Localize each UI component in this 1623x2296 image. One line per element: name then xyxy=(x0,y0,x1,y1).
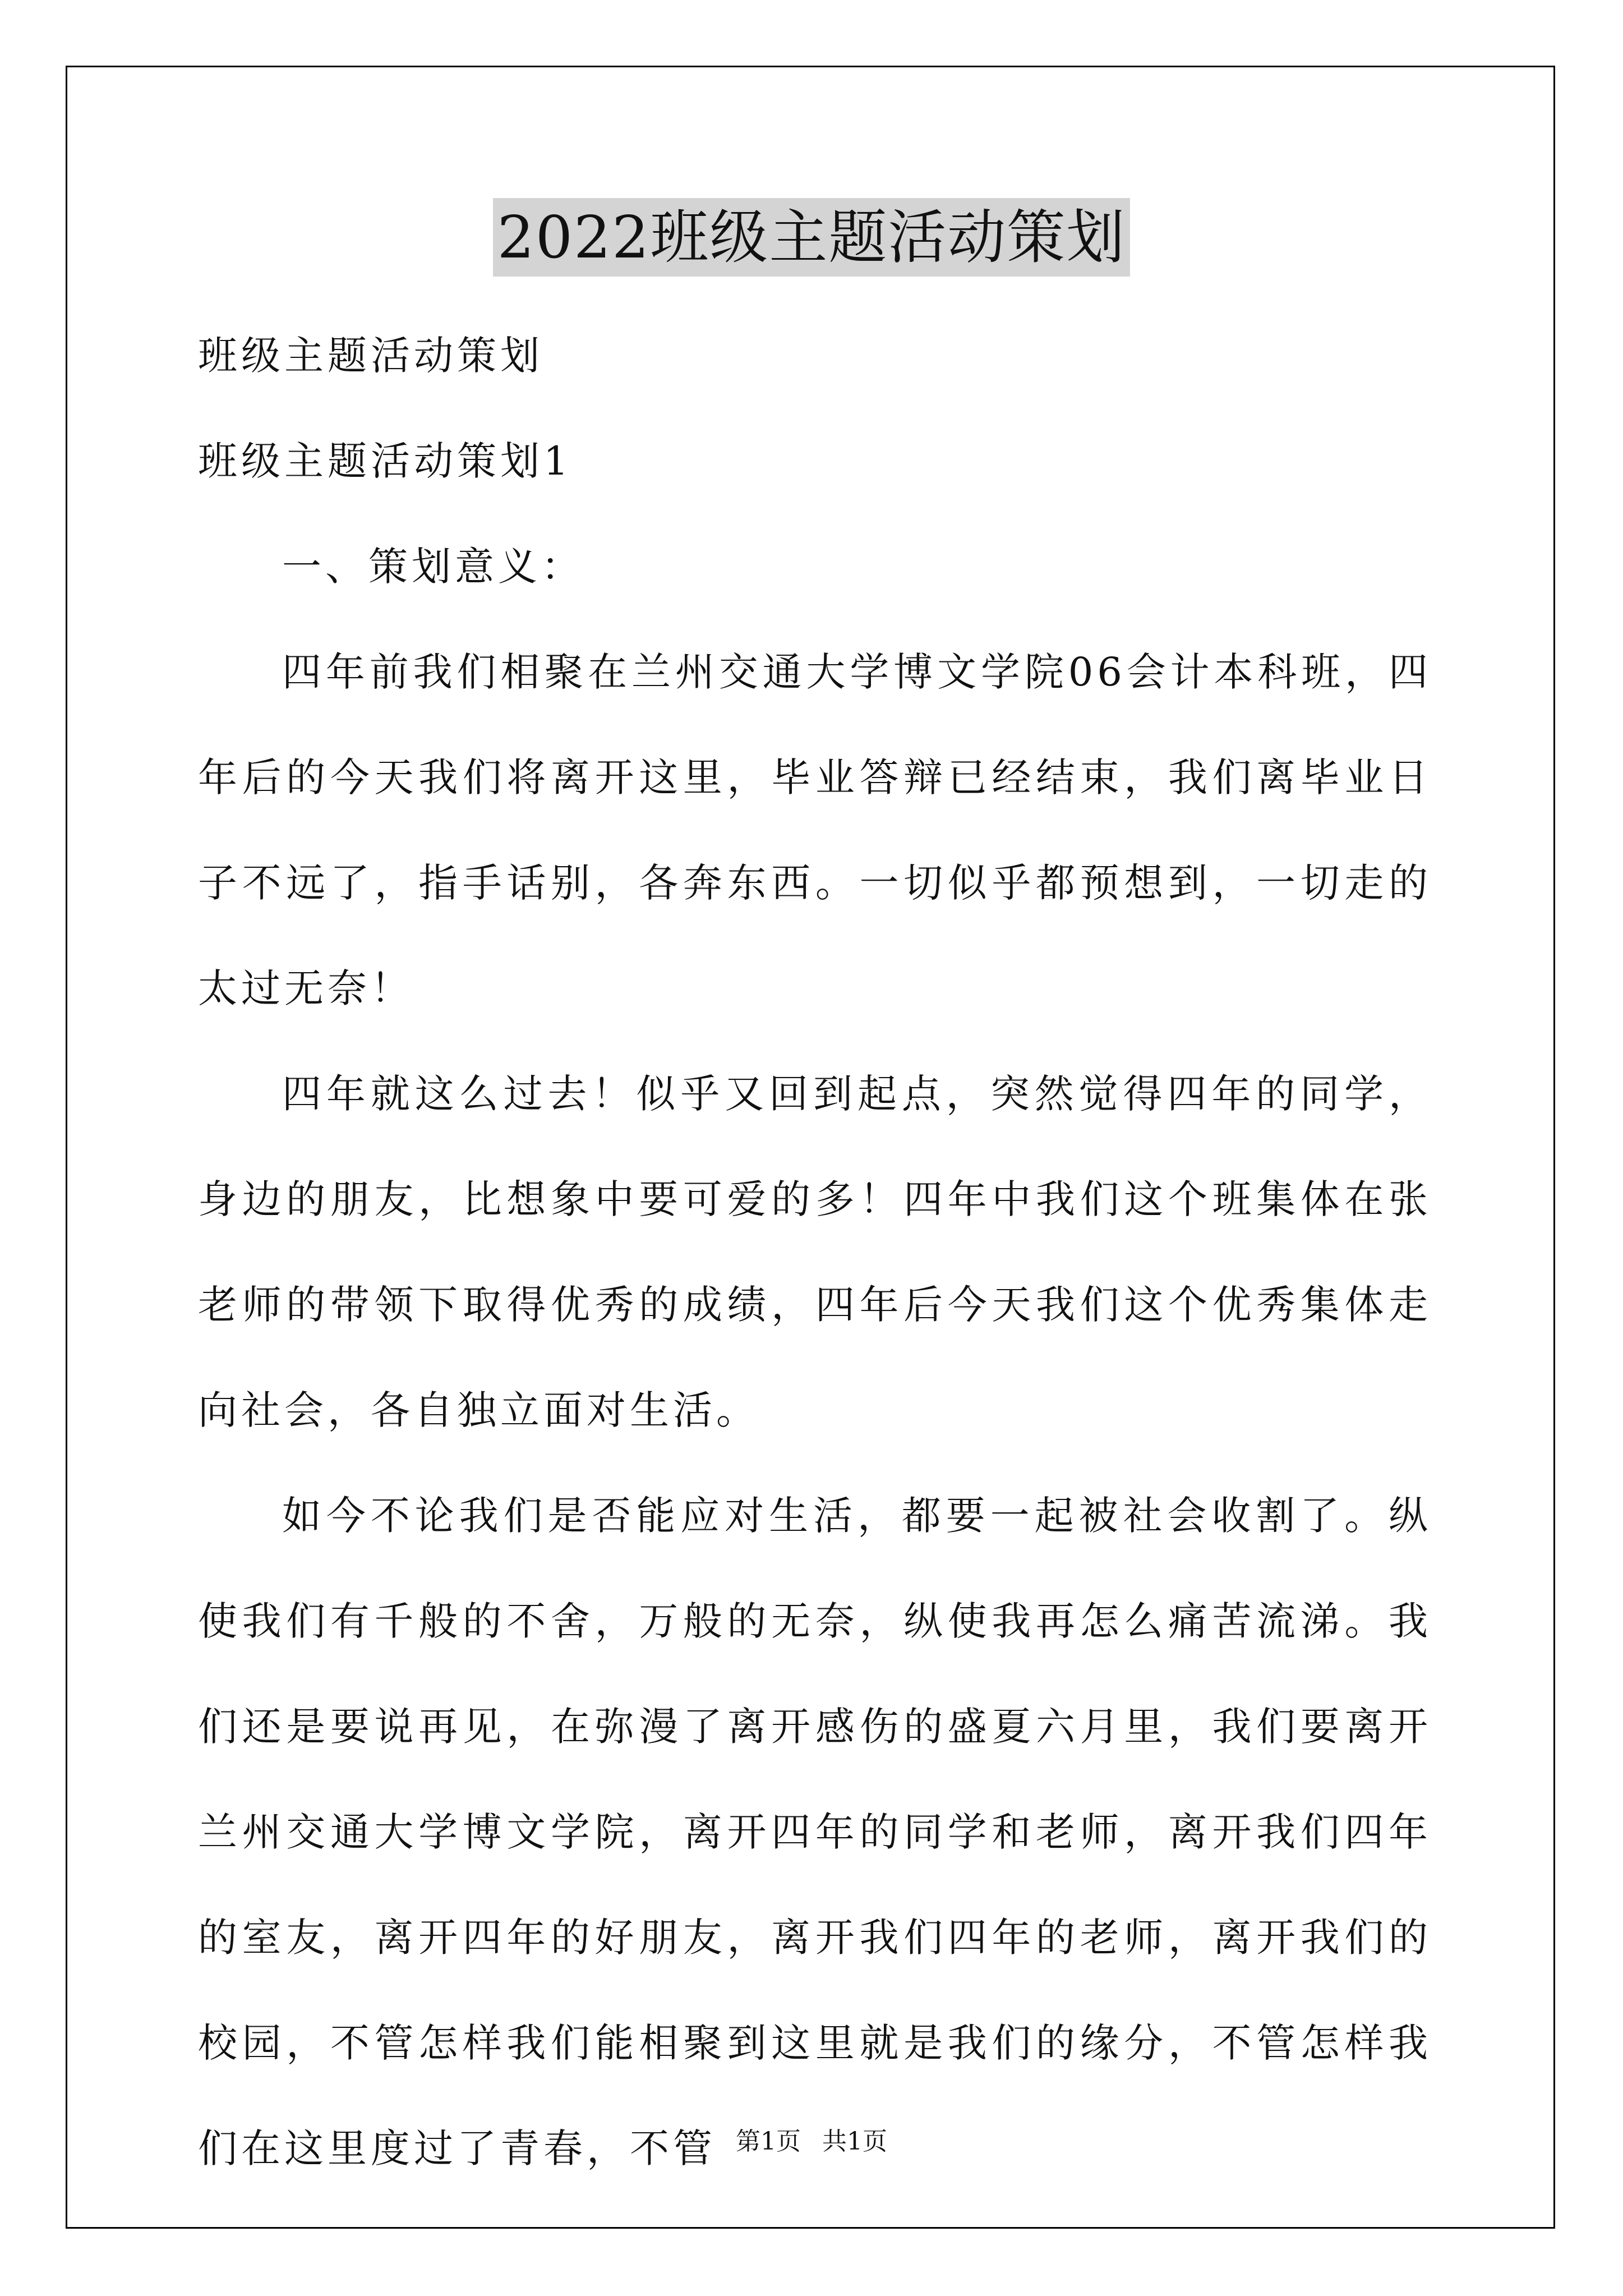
document-body xyxy=(198,303,1432,2201)
page-footer xyxy=(0,2125,1623,2159)
title-wrap xyxy=(0,198,1623,277)
page-number: 第1页 xyxy=(736,2127,801,2156)
paragraph: 四年前我们相聚在兰州交通大学博文学院06会计本科班，四年后的今天我们将离开这里，毕业答辩已经结束，我们离毕业日子不远了，指手话别，各奔东西。一切似乎都预想到，一切走的太过无奈！ xyxy=(198,649,1432,1011)
paragraph: 四年就这么过去！似乎又回到起点，突然觉得四年的同学，身边的朋友，比想象中要可爱的多！四年中我们这个班集体在张老师的带领下取得优秀的成绩，四年后今天我们这个优秀集体走向社会，各自独立面对生活。 xyxy=(198,1071,1432,1433)
page-total: 共1页 xyxy=(822,2127,887,2156)
paragraph-section-heading: 班级主题活动策划1 xyxy=(198,438,573,484)
paragraph-purpose-heading: 一、策划意义： xyxy=(282,544,584,590)
document-title: 2022班级主题活动策划 xyxy=(493,198,1131,277)
paragraph: 如今不论我们是否能应对生活，都要一起被社会收割了。纵使我们有千般的不舍，万般的无奈，纵使我再怎么痛苦流涕。我们还是要说再见，在弥漫了离开感伤的盛夏六月里，我们要离开兰州交通大学博文学院，离开四年的同学和老师，离开我们四年的室友，离开四年的好朋友，离开我们四年的老师，离开我们的校园，不管怎样我们能相聚到这里就是我们的缘分，不管怎样我们在这里度过了青春，不管 xyxy=(198,1493,1432,2171)
paragraph-subtitle: 班级主题活动策划 xyxy=(198,333,543,379)
